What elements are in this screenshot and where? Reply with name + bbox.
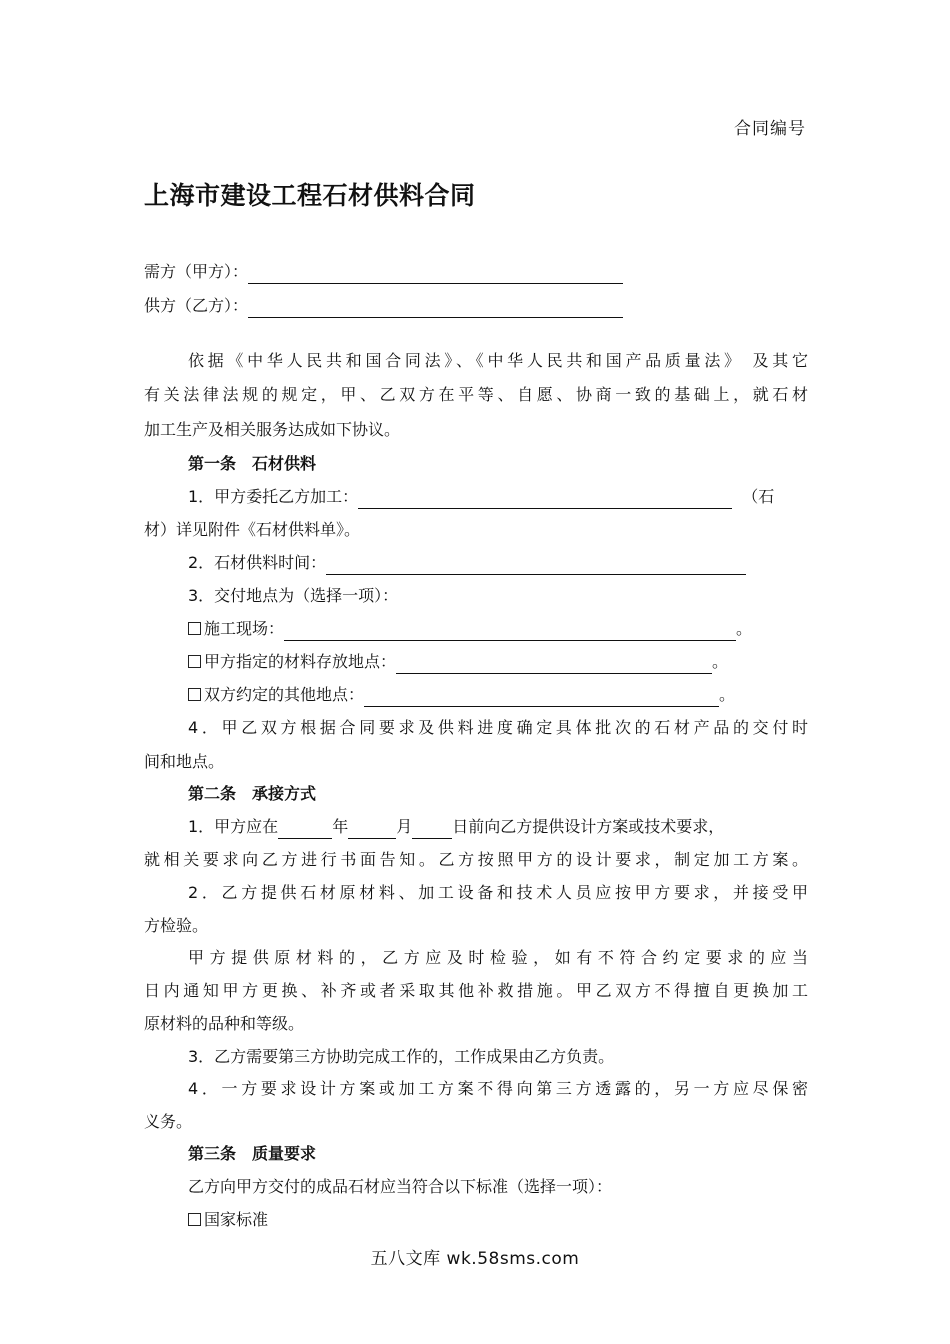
option-2-end: 。 <box>712 652 729 671</box>
contract-number-label: 合同编号 <box>734 119 806 139</box>
day-blank[interactable] <box>412 820 452 839</box>
article-2-item-1 <box>188 815 808 839</box>
option-2-label: 甲方指定的材料存放地点： <box>204 652 397 671</box>
article-1-heading: 第一条 石材供料 <box>188 454 317 473</box>
other-place-blank[interactable] <box>364 688 719 707</box>
supplier-blank[interactable] <box>248 299 623 318</box>
article-1-item-4-line-1: 4．甲乙双方根据合同要求及供料进度确定具体批次的石材产品的交付时 <box>188 718 808 737</box>
article-3-line-1: 乙方向甲方交付的成品石材应当符合以下标准（选择一项）： <box>188 1177 613 1196</box>
storage-blank[interactable] <box>396 655 712 674</box>
option-1-end: 。 <box>736 619 753 638</box>
article-2-item-3: 3．乙方需要第三方协助完成工作的，工作成果由乙方负责。 <box>188 1047 615 1066</box>
article-2-heading: 第二条 承接方式 <box>188 784 317 803</box>
item-1-prefix: 1．甲方委托乙方加工： <box>188 487 359 506</box>
article-2-item-2-line-2: 方检验。 <box>144 916 209 935</box>
article-2-para-line-2: 日内通知甲方更换、补齐或者采取其他补救措施。甲乙双方不得擅自更换加工 <box>144 981 808 1000</box>
delivery-option-1 <box>188 617 808 641</box>
month-blank[interactable] <box>348 820 396 839</box>
article-2-item-2-line-1: 2．乙方提供石材原材料、加工设备和技术人员应按甲方要求，并接受甲 <box>188 883 808 902</box>
option-3-label: 双方约定的其他地点： <box>204 685 365 704</box>
article-2-para-line-1: 甲方提供原材料的，乙方应及时检验，如有不符合约定要求的应当 <box>188 948 808 967</box>
buyer-blank[interactable] <box>248 265 623 284</box>
item-1-suffix: （石 <box>742 487 775 506</box>
intro-line-1: 依据《中华人民共和国合同法》、《中华人民共和国产品质量法》 及其它 <box>188 351 808 370</box>
article-1-item-3: 3．交付地点为（选择一项）： <box>188 586 399 605</box>
document-title: 上海市建设工程石材供料合同 <box>144 181 476 210</box>
item-1-b: 日前向乙方提供设计方案或技术要求， <box>452 817 725 836</box>
quality-option-1 <box>188 1208 808 1232</box>
year-blank[interactable] <box>278 820 332 839</box>
checkbox-icon[interactable] <box>188 688 201 701</box>
option-1-label: 施工现场： <box>204 619 285 638</box>
option-3-end: 。 <box>719 685 736 704</box>
material-blank[interactable] <box>358 490 732 509</box>
site-blank[interactable] <box>284 622 736 641</box>
buyer-field <box>144 260 623 284</box>
supplier-field <box>144 294 623 318</box>
supplier-label: 供方（乙方）： <box>144 296 249 315</box>
delivery-option-2 <box>188 650 808 674</box>
article-2-item-4-line-1: 4．一方要求设计方案或加工方案不得向第三方透露的，另一方应尽保密 <box>188 1079 808 1098</box>
checkbox-icon[interactable] <box>188 1213 201 1226</box>
checkbox-icon[interactable] <box>188 655 201 668</box>
article-1-item-4-line-2: 间和地点。 <box>144 752 225 771</box>
supply-time-blank[interactable] <box>326 556 746 575</box>
article-2-para-line-3: 原材料的品种和等级。 <box>144 1014 305 1033</box>
year-label: 年 <box>332 817 349 836</box>
article-1-item-1-line-2: 材）详见附件《石材供料单》。 <box>144 520 361 539</box>
intro-line-3: 加工生产及相关服务达成如下协议。 <box>144 420 401 439</box>
footer-watermark: 五八文库 wk.58sms.com <box>370 1249 580 1269</box>
article-3-heading: 第三条 质量要求 <box>188 1144 317 1163</box>
item-1-a: 1．甲方应在 <box>188 817 279 836</box>
buyer-label: 需方（甲方）： <box>144 262 249 281</box>
article-2-item-1-line-2: 就相关要求向乙方进行书面告知。乙方按照甲方的设计要求，制定加工方案。 <box>144 850 808 869</box>
month-label: 月 <box>396 817 413 836</box>
article-2-item-4-line-2: 义务。 <box>144 1112 193 1131</box>
item-2-prefix: 2．石材供料时间： <box>188 553 327 572</box>
article-1-item-1 <box>188 485 808 509</box>
intro-line-2: 有关法律法规的规定，甲、乙双方在平等、自愿、协商一致的基础上，就石材 <box>144 385 808 404</box>
article-1-item-2 <box>188 551 808 575</box>
delivery-option-3 <box>188 683 808 707</box>
checkbox-icon[interactable] <box>188 622 201 635</box>
quality-option-1-label: 国家标准 <box>204 1210 269 1229</box>
